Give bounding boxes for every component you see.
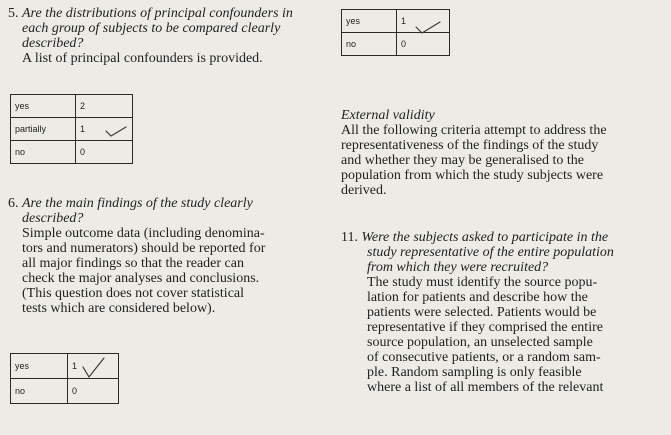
external-validity-line: derived. xyxy=(341,183,387,198)
score-row xyxy=(11,141,133,164)
score-label: no xyxy=(342,33,397,56)
score-value: 1 xyxy=(76,118,133,141)
question-11-text-line: from which they were recruited? xyxy=(367,260,549,275)
question-6-text-line2: described? xyxy=(22,211,84,226)
external-validity-line: representativeness of the findings of the study xyxy=(341,138,599,153)
score-value: 1 xyxy=(68,354,119,379)
question-5-note: A list of principal confounders is provided. xyxy=(22,51,263,66)
score-label: partially xyxy=(11,118,76,141)
handwritten-checkmark-icon xyxy=(104,124,128,140)
question-11-body-line: The study must identify the source popu- xyxy=(367,275,598,290)
question-6-body-line: all major findings so that the reader can xyxy=(22,256,244,271)
external-validity-line: population from which the study subjects were xyxy=(341,168,604,183)
question-6-body-line: tors and numerators) should be reported for xyxy=(22,241,266,256)
question-6-text-line1: Are the main findings of the study clearly xyxy=(22,196,253,211)
score-value: 0 xyxy=(397,33,450,56)
question-11-body-line: source population, an unselected sample xyxy=(367,335,593,350)
score-label: yes xyxy=(11,95,76,118)
question-5 xyxy=(8,6,338,66)
score-value: 1 xyxy=(397,10,450,33)
question-11-body-line: ple. Random sampling is only feasible xyxy=(367,365,582,380)
question-11-body-line: where a list of all members of the relevant xyxy=(367,380,604,395)
question-11-body-line: patients were selected. Patients would be xyxy=(367,305,597,320)
question-6-body-line: (This question does not cover statistical xyxy=(22,286,245,301)
external-validity-heading: External validity xyxy=(341,108,435,123)
question-11-body-line: lation for patients and describe how the xyxy=(367,290,588,305)
score-row xyxy=(11,95,133,118)
external-validity-line: and whether they may be generalised to the xyxy=(341,153,584,168)
question-6-number: 6. xyxy=(8,196,19,211)
question-5-text-line3: described? xyxy=(22,36,84,51)
score-label: yes xyxy=(11,354,68,379)
question-5-number: 5. xyxy=(8,6,19,21)
question-11 xyxy=(341,230,666,395)
question-6-body-line: check the major analyses and conclusions. xyxy=(22,271,260,286)
handwritten-checkmark-icon xyxy=(414,18,442,36)
question-6-body-line: tests which are considered below). xyxy=(22,301,216,316)
score-label: no xyxy=(11,379,68,404)
question-11-body-line: of consecutive patients, or a random sam- xyxy=(367,350,601,365)
question-6 xyxy=(8,196,338,316)
score-label: yes xyxy=(342,10,397,33)
question-11-text-line: study representative of the entire population xyxy=(367,245,614,260)
score-value: 2 xyxy=(76,95,133,118)
question-6-body-line: Simple outcome data (including denomina- xyxy=(22,226,265,241)
score-row xyxy=(11,379,119,404)
score-value: 0 xyxy=(68,379,119,404)
handwritten-checkmark-icon xyxy=(80,355,106,381)
question-11-number: 11. xyxy=(341,230,358,245)
question-11-text-line: Were the subjects asked to participate in the xyxy=(361,230,609,245)
question-5-text-line2: each group of subjects to be compared clearly xyxy=(22,21,281,36)
external-validity-line: All the following criteria attempt to address the xyxy=(341,123,607,138)
question-11-body-line: representative if they comprised the entire xyxy=(367,320,603,335)
score-label: no xyxy=(11,141,76,164)
external-validity-section xyxy=(341,108,666,198)
score-value: 0 xyxy=(76,141,133,164)
question-5-text-line1: Are the distributions of principal confounders in xyxy=(22,6,293,21)
